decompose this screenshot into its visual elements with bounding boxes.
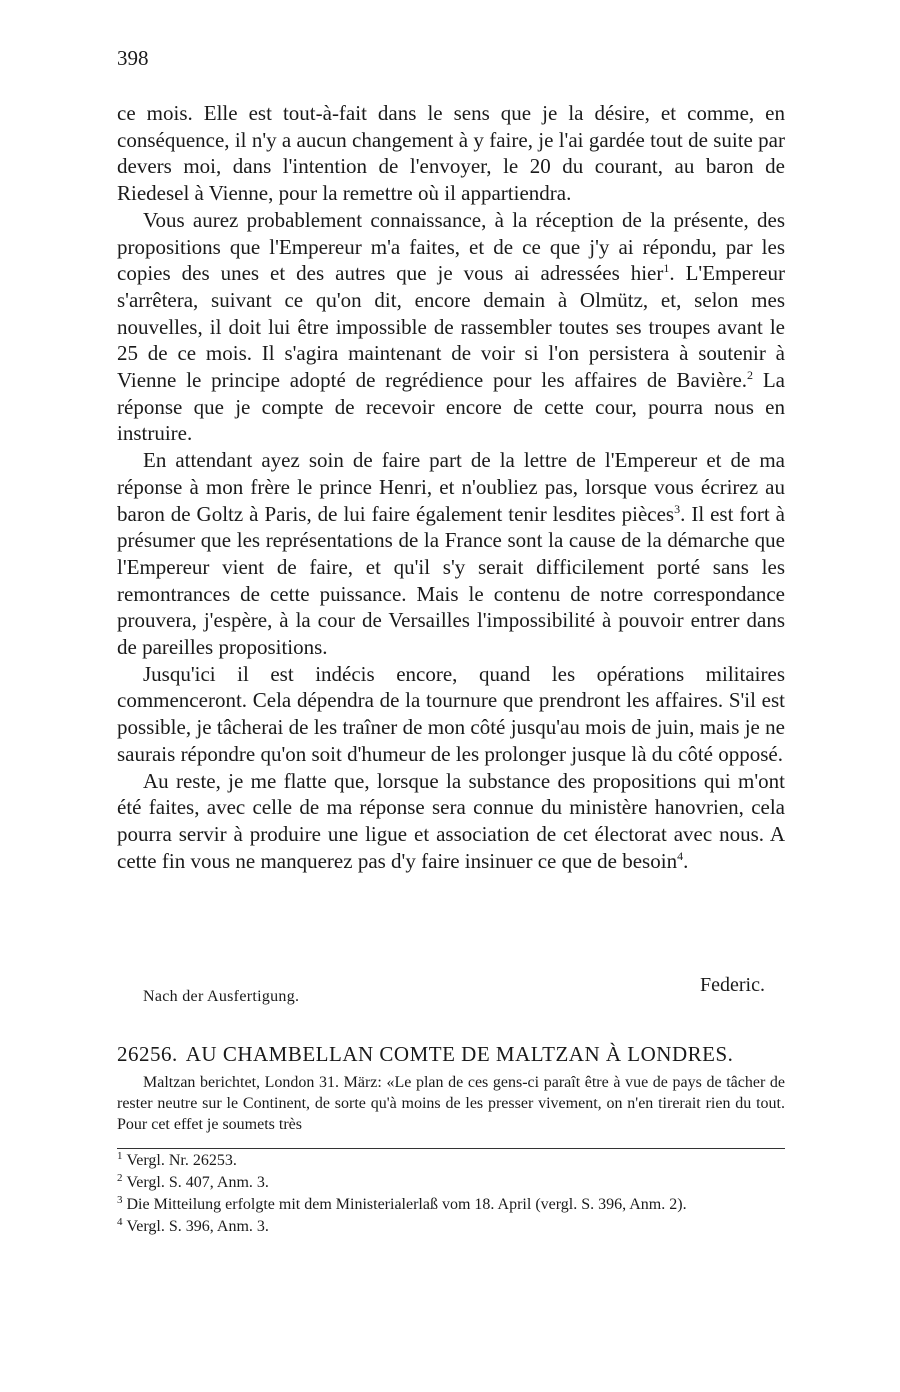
footnote-mark: 3 (117, 1193, 123, 1206)
paragraph-1: ce mois. Elle est tout-à-fait dans le sens que je la désire, et comme, en conséquence, il n'y a aucun changement à y faire, je l'ai gardée tout de suite par devers moi, dans l'intention de l'envoyer, le 20 du courant, au baron de Riedesel à Vienne, pour la remettre où il appartiendra. (117, 101, 785, 206)
footnote-ref-2: 2 (747, 368, 754, 383)
footnote-text: Vergl. S. 396, Anm. 3. (126, 1218, 269, 1235)
footnote-divider (117, 1148, 785, 1149)
footnote-text: Die Mitteilung erfolgte mit dem Ministerialerlaß vom 18. April (vergl. S. 396, Anm. 2). (126, 1196, 687, 1213)
paragraph-2 (117, 207, 785, 447)
paragraph-3 (117, 447, 785, 661)
footnote-2 (117, 1172, 785, 1194)
footnote-mark: 2 (117, 1171, 123, 1184)
footnote-mark: 4 (117, 1215, 123, 1228)
footnote-text: Vergl. S. 407, Anm. 3. (126, 1174, 269, 1191)
footnotes (117, 1150, 785, 1238)
footnote-text: Vergl. Nr. 26253. (126, 1152, 237, 1169)
footnote-1 (117, 1150, 785, 1172)
paragraph-3-text-b: . Il est fort à présumer que les représentations de la France sont la cause de la démarche que l'Empereur vient de faire, et qu'il s'y serait difficilement porté sans les remontrances de cette puissance. Mais le contenu de notre correspondance prouvera, j'espère, à la cour de Versailles l'impossibilité à pouvoir entrer dans de pareilles propositions. (117, 501, 785, 660)
document-title: AU CHAMBELLAN COMTE DE MALTZAN À LONDRES. (185, 1042, 734, 1066)
paragraph-3-text-a: En attendant ayez soin de faire part de la lettre de l'Empereur et de ma réponse à mon frère le prince Henri, et n'oubliez pas, lorsque vous écrirez au baron de Goltz à Paris, de lui faire également tenir lesdites pièces (117, 448, 785, 526)
page-number: 398 (117, 46, 149, 70)
document-regest: Maltzan berichtet, London 31. März: «Le plan de ces gens-ci paraît être à vue de pays de tâcher de rester neutre sur le Continent, de sorte qu'à moins de les presser vivement, on n'en tirerait rien du tout. Pour cet effet je soumets très (117, 1074, 785, 1133)
footnote-ref-1: 1 (663, 261, 670, 276)
signature: Federic. (700, 974, 765, 996)
paragraph-5-text-b: . (683, 848, 689, 873)
footnote-3 (117, 1194, 785, 1216)
paragraph-4: Jusqu'ici il est indécis encore, quand les opérations militaires commenceront. Cela dépendra de la tournure que prendront les affaires. S'il est possible, je tâcherai de les traîner de mon côté jusqu'au mois de juin, mais je ne saurais répondre qu'on soit d'humeur de les prolonger jusque là du côté opposé. (117, 661, 785, 766)
paragraph-5 (117, 768, 785, 875)
document-number: 26256. (117, 1042, 178, 1066)
footnote-mark: 1 (117, 1149, 123, 1162)
paragraph-2-text-c: La réponse que je compte de recevoir encore de cette cour, pourra nous en instruire. (117, 368, 785, 446)
source-note: Nach der Ausfertigung. (143, 988, 300, 1005)
paragraph-2-text-b: . L'Empereur s'arrêtera, suivant ce qu'on dit, encore demain à Olmütz, et, selon mes nouvelles, il doit lui être impossible de rassembler toutes ses troupes avant le 25 de ce mois. Il s'agira maintenant de voir si l'on persistera à soutenir à Vienne le principe adopté de regrédience pour les affaires de Bavière. (117, 261, 785, 393)
paragraph-5-text-a: Au reste, je me flatte que, lorsque la substance des propositions qui m'ont été faites, avec celle de ma réponse sera connue du ministère hanovrien, cela pourra servir à produire une ligue et association de cet électorat avec nous. A cette fin vous ne manquerez pas d'y faire insinuer ce que de besoin (117, 768, 785, 873)
paragraph-2-text-a: Vous aurez probablement connaissance, à la réception de la présente, des propositions que l'Empereur m'a faites, et de ce que j'y ai répondu, par les copies des unes et des autres que je vous ai adressées hier (117, 207, 785, 286)
footnote-4 (117, 1216, 785, 1238)
footnote-ref-3: 3 (674, 501, 681, 516)
footnote-ref-4: 4 (677, 848, 684, 863)
document-heading (117, 1042, 797, 1067)
letter-body (117, 100, 785, 874)
